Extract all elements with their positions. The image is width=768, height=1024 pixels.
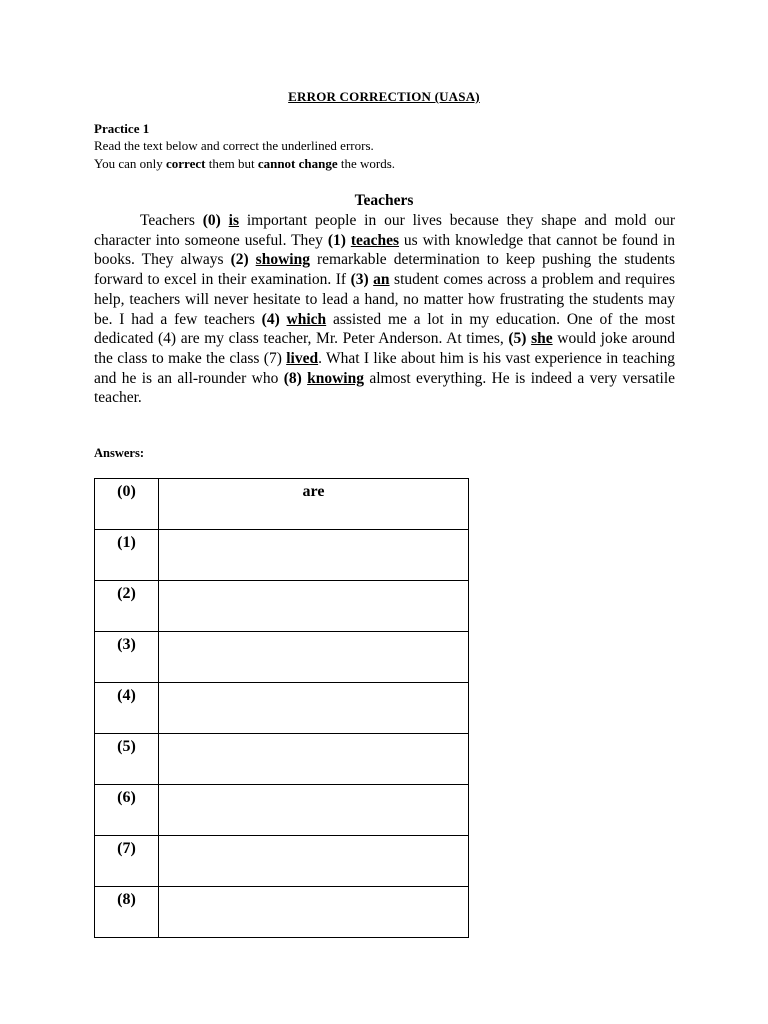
instruction-bold-correct: correct [166,156,206,171]
answer-number: (4) [95,683,159,734]
answer-row [95,683,469,734]
answer-cell[interactable] [159,683,469,734]
answer-cell[interactable] [159,530,469,581]
answers-label: Answers: [94,446,144,460]
answer-cell[interactable] [159,785,469,836]
underlined-error: teaches [350,231,400,249]
document-title: ERROR CORRECTION (UASA) [288,89,480,104]
answer-number: (6) [95,785,159,836]
underlined-error: an [373,271,390,289]
error-number: (3) [350,271,369,289]
instruction-line-1: Read the text below and correct the underlined errors. [94,138,374,153]
passage-text [94,211,675,408]
answer-cell[interactable] [159,581,469,632]
underlined-error: showing [255,251,310,269]
error-number: (0) [202,212,221,229]
answer-number: (5) [95,734,159,785]
error-number: (2) [230,251,249,269]
error-number: (4) [261,310,280,328]
passage-segment [221,212,229,229]
passage-segment [249,251,256,268]
underlined-error: she [531,330,553,348]
practice-heading: Practice 1 [94,121,150,136]
answer-number: (2) [95,581,159,632]
passage-segment: student comes across a problem and requires help, teachers will never hesitate to lead a hand, no matter how frustrating the students may be. I had a few teachers [94,271,675,328]
answer-row [95,632,469,683]
passage-segment: assisted me a lot in my education. One of the most dedicated (4) are my class teacher, Mr. Peter Anderson. At times, [94,310,676,348]
error-number: (1) [327,231,346,249]
passage-segment: almost everything. He is indeed a very versatile teacher. [94,369,676,407]
passage-title: Teachers [354,192,414,209]
passage-segment: Teachers [140,212,203,229]
underlined-error: is [228,212,240,229]
answer-number: (7) [95,836,159,887]
answer-row [95,836,469,887]
error-number: (8) [283,369,302,387]
error-number: (5) [508,330,527,348]
passage-segment: us with knowledge that cannot be found in books. They always [94,231,675,269]
answer-number: (1) [95,530,159,581]
answer-number: (3) [95,632,159,683]
passage-segment: would joke around the class to make the class (7) [94,330,675,367]
passage-segment [280,311,287,328]
answer-row [95,887,469,938]
answers-table [94,478,469,938]
underlined-error: lived [286,349,319,367]
answer-number: (8) [95,887,159,938]
answer-cell[interactable] [159,734,469,785]
underlined-error: knowing [307,369,364,387]
answer-row [95,734,469,785]
answer-cell[interactable] [159,887,469,938]
answer-cell[interactable] [159,632,469,683]
answer-row [95,479,469,530]
answer-row [95,581,469,632]
instruction-line-2: You can only correct them but cannot change the words. [94,156,396,171]
answer-cell[interactable] [159,836,469,887]
passage-segment: important people in our lives because they shape and mold our character into someone useful. They [94,212,676,249]
instruction-bold-cannot-change: cannot change [257,156,338,171]
answer-row [95,785,469,836]
underlined-error: which [286,310,327,328]
passage-segment: . What I like about him is his vast experience in teaching and he is an all-rounder who [94,349,675,387]
answer-row [95,530,469,581]
passage-segment: remarkable determination to keep pushing the students forward to excel in their examination. If [94,251,675,289]
answer-cell[interactable]: are [159,479,469,530]
answer-number: (0) [95,479,159,530]
